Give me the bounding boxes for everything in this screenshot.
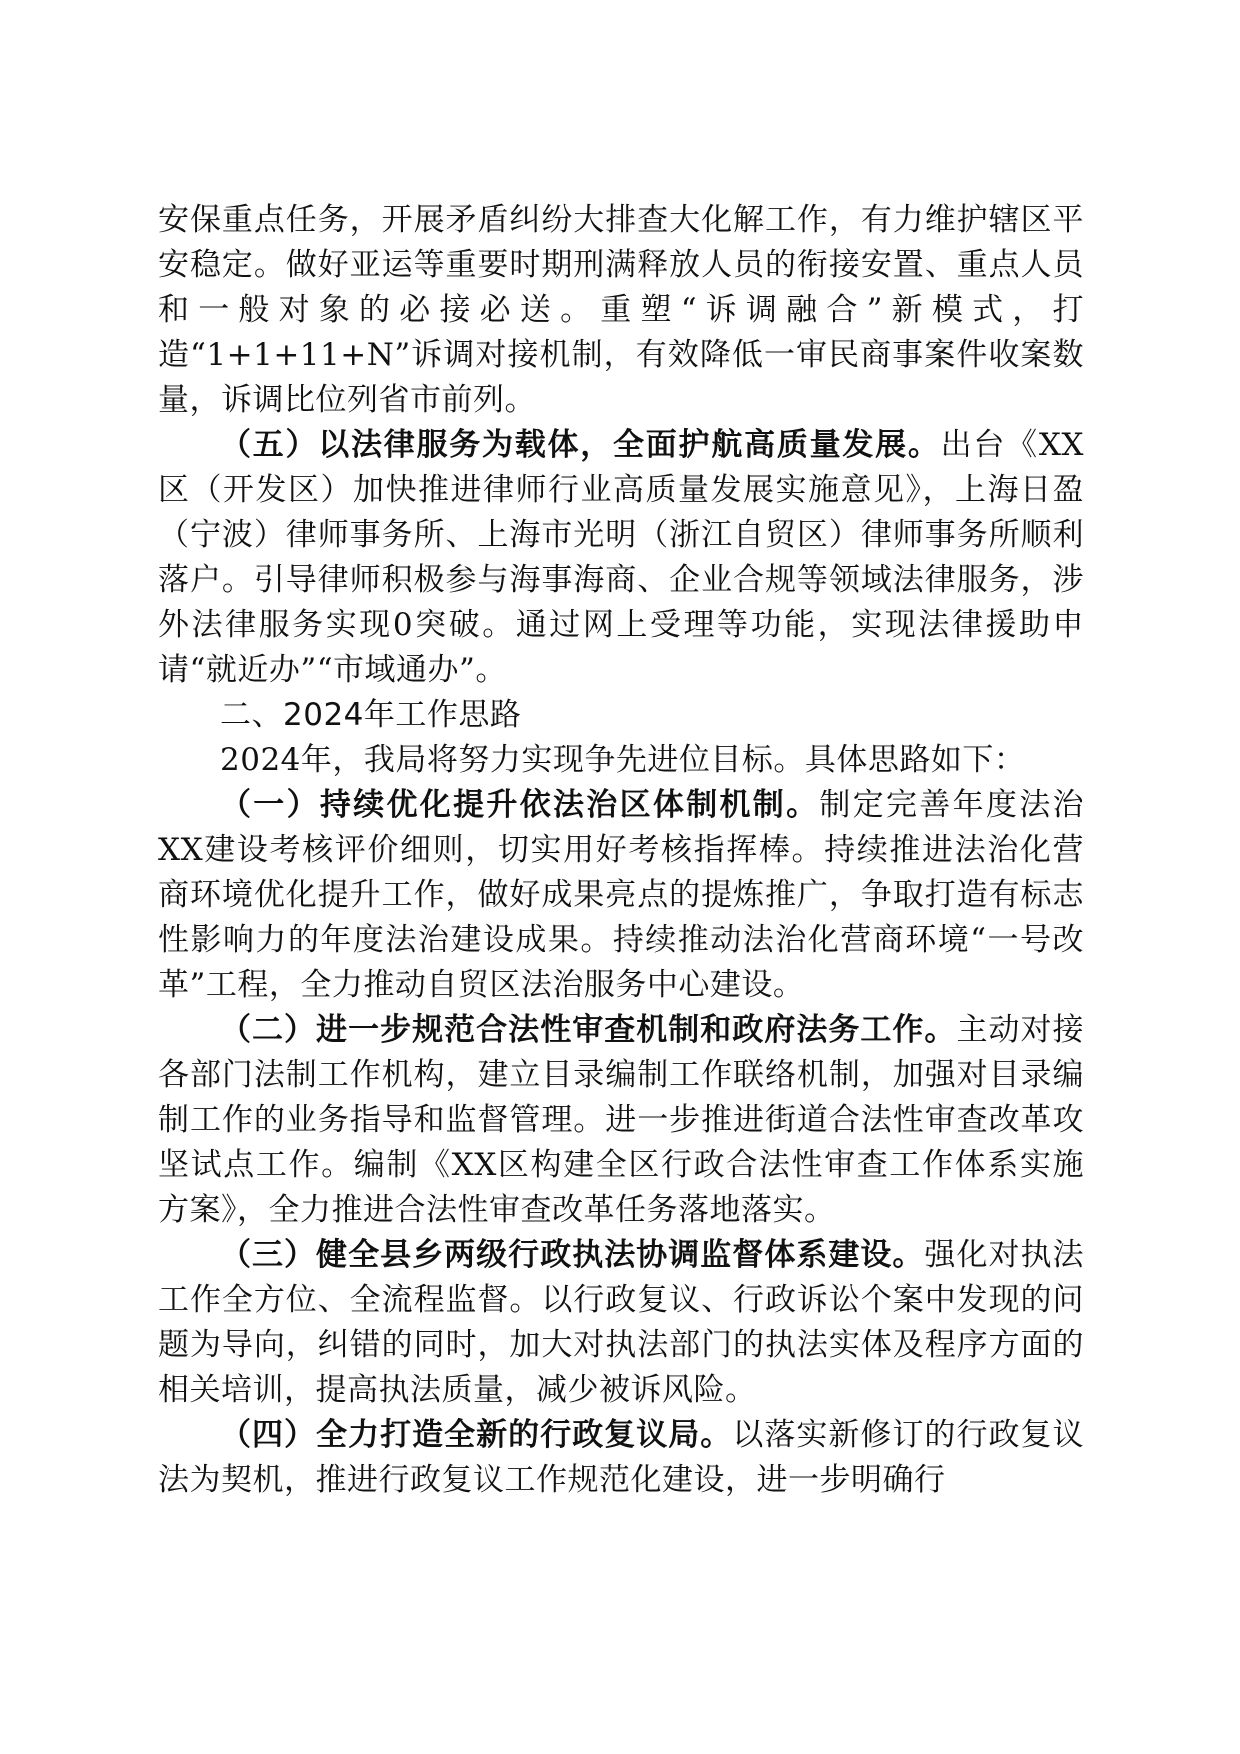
section-title-text: 二、2024年工作思路 [220,697,522,733]
paragraph-item-three [158,1233,1084,1413]
paragraph-item-one [158,783,1084,1008]
section-title [158,693,1084,738]
paragraph-continuation [158,198,1084,423]
paragraph-text: 主动对接各部门法制工作机构，建立目录编制工作联络机制，加强对目录编制工作的业务指导和监督管理。进一步推进街道合法性审查改革攻坚试点工作。编制《XX区构建全区行政合法性审查工作体系实施方案》，全力推进合法性审查改革任务落地落实。 [158,1012,1085,1228]
paragraph-text: 出台《XX区（开发区）加快推进律师行业高质量发展实施意见》，上海日盈（宁波）律师事务所、上海市光明（浙江自贸区）律师事务所顺利落户。引导律师积极参与海事海商、企业合规等领域法律服务，涉外法律服务实现0突破。通过网上受理等功能，实现法律援助申请“就近办”“市域通办”。 [158,427,1084,688]
document-body [158,198,1084,1503]
paragraph-heading: （二）进一步规范合法性审查机制和政府法务工作。 [220,1012,957,1048]
paragraph-item-five [158,423,1084,693]
paragraph-heading: （四）全力打造全新的行政复议局。 [220,1417,733,1453]
paragraph-item-two [158,1008,1084,1233]
paragraph-heading: （五）以法律服务为载体，全面护航高质量发展。 [220,427,941,463]
paragraph-text: 安保重点任务，开展矛盾纠纷大排查大化解工作，有力维护辖区平安稳定。做好亚运等重要时期刑满释放人员的衔接安置、重点人员和一般对象的必接必送。重塑“诉调融合”新模式，打造“1+1+11+N”诉调对接机制，有效降低一审民商事案件收案数量，诉调比位列省市前列。 [158,202,1084,418]
section-intro-text: 2024年，我局将努力实现争先进位目标。具体思路如下： [220,742,1026,778]
section-intro [158,738,1084,783]
paragraph-heading: （一）持续优化提升依法治区体制机制。 [220,787,820,823]
paragraph-heading: （三）健全县乡两级行政执法协调监督体系建设。 [220,1237,925,1273]
paragraph-text: 以落实新修订的行政复议法为契机，推进行政复议工作规范化建设，进一步明确行 [158,1417,1085,1498]
paragraph-text: 制定完善年度法治XX建设考核评价细则，切实用好考核指挥棒。持续推进法治化营商环境优化提升工作，做好成果亮点的提炼推广，争取打造有标志性影响力的年度法治建设成果。持续推动法治化营商环境“一号改革”工程，全力推动自贸区法治服务中心建设。 [158,787,1085,1003]
paragraph-item-four [158,1413,1084,1503]
paragraph-text: 强化对执法工作全方位、全流程监督。以行政复议、行政诉讼个案中发现的问题为导向，纠错的同时，加大对执法部门的执法实体及程序方面的相关培训，提高执法质量，减少被诉风险。 [158,1237,1084,1408]
